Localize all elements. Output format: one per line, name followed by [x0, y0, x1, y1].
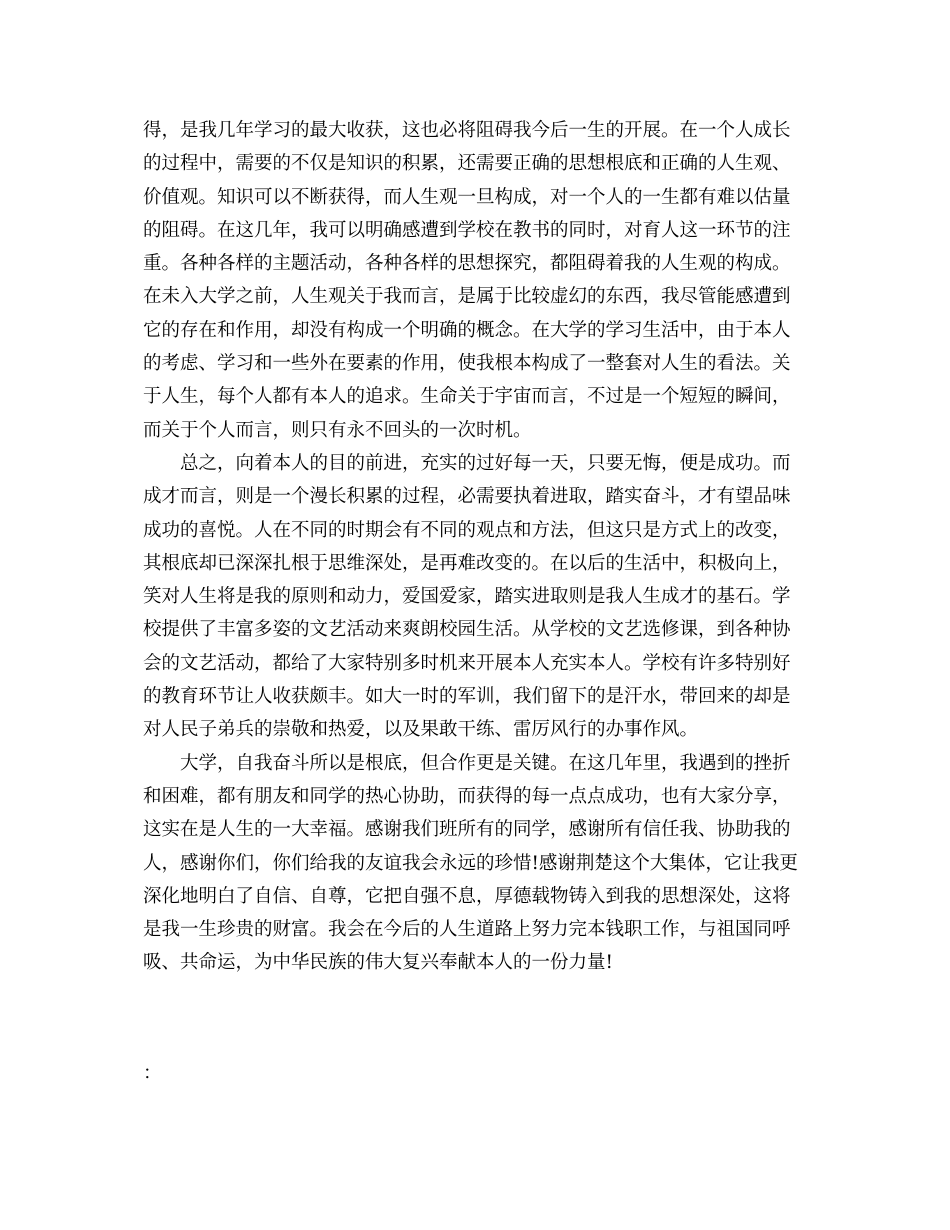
- paragraph: [143, 114, 807, 447]
- text-line: 成功的喜悦。人在不同的时期会有不同的观点和方法，但这只是方式上的改变，: [143, 519, 791, 541]
- text-line: 而关于个人而言，则只有永不回头的一次时机。: [143, 419, 532, 441]
- text-line: 对人民子弟兵的崇敬和热爱，以及果敢干练、雷厉风行的办事作风。: [143, 719, 699, 741]
- text-line: 得，是我几年学习的最大收获，这也必将阻碍我今后一生的开展。在一个人成长: [143, 120, 791, 141]
- paragraph: [143, 747, 807, 980]
- text-line: 深化地明白了自信、自尊，它把自强不息，厚德载物铸入到我的思想深处，这将: [143, 885, 791, 907]
- text-line: 的阻碍。在这几年，我可以明确感遭到学校在教书的同时，对育人这一环节的注: [143, 219, 791, 241]
- text-line: 校提供了丰富多姿的文艺活动来爽朗校园生活。从学校的文艺选修课，到各种协: [143, 619, 791, 641]
- text-line: 于人生，每个人都有本人的追求。生命关于宇宙而言，不过是一个短短的瞬间，: [143, 386, 791, 408]
- text-line: 在未入大学之前，人生观关于我而言，是属于比较虚幻的东西，我尽管能感遭到: [143, 286, 791, 308]
- text-line: 笑对人生将是我的原则和动力，爱国爱家，踏实进取则是我人生成才的基石。学: [143, 586, 791, 608]
- paragraph: [143, 447, 807, 747]
- text-line: 成才而言，则是一个漫长积累的过程，必需要执着进取，踏实奋斗，才有望品味: [143, 486, 791, 508]
- text-line: 和困难，都有朋友和同学的热心协助，而获得的每一点点成功，也有大家分享，: [143, 785, 791, 807]
- text-line: 其根底却已深深扎根于思维深处，是再难改变的。在以后的生活中，积极向上，: [143, 552, 791, 574]
- text-line: 的过程中，需要的不仅是知识的积累，还需要正确的思想根底和正确的人生观、: [143, 153, 791, 175]
- trailing-mark: ：: [143, 1063, 162, 1084]
- text-line: 人，感谢你们，你们给我的友谊我会永远的珍惜!感谢荆楚这个大集体，它让我更: [143, 852, 798, 874]
- text-line: 价值观。知识可以不断获得，而人生观一旦构成，对一个人的一生都有难以估量: [143, 186, 791, 208]
- text-line: 重。各种各样的主题活动，各种各样的思想探究，都阻碍着我的人生观的构成。: [143, 253, 791, 275]
- text-line: 的教育环节让人收获颇丰。如大一时的军训，我们留下的是汗水，带回来的却是: [143, 686, 791, 708]
- text-line: 这实在是人生的一大幸福。感谢我们班所有的同学，感谢所有信任我、协助我的: [143, 819, 791, 841]
- text-line: 总之，向着本人的目的前进，充实的过好每一天，只要无悔，便是成功。而: [180, 452, 791, 474]
- text-line: 会的文艺活动，都给了大家特别多时机来开展本人充实本人。学校有许多特别好: [143, 652, 791, 674]
- body-text: [143, 114, 807, 980]
- text-line: 是我一生珍贵的财富。我会在今后的人生道路上努力完本钱职工作，与祖国同呼: [143, 919, 791, 941]
- text-line: 的考虑、学习和一些外在要素的作用，使我根本构成了一整套对人生的看法。关: [143, 353, 791, 375]
- text-line: 它的存在和作用，却没有构成一个明确的概念。在大学的学习生活中，由于本人: [143, 319, 791, 341]
- text-line: 吸、共命运，为中华民族的伟大复兴奉献本人的一份力量!: [143, 952, 613, 974]
- text-line: 大学，自我奋斗所以是根底，但合作更是关键。在这几年里，我遇到的挫折: [180, 752, 791, 774]
